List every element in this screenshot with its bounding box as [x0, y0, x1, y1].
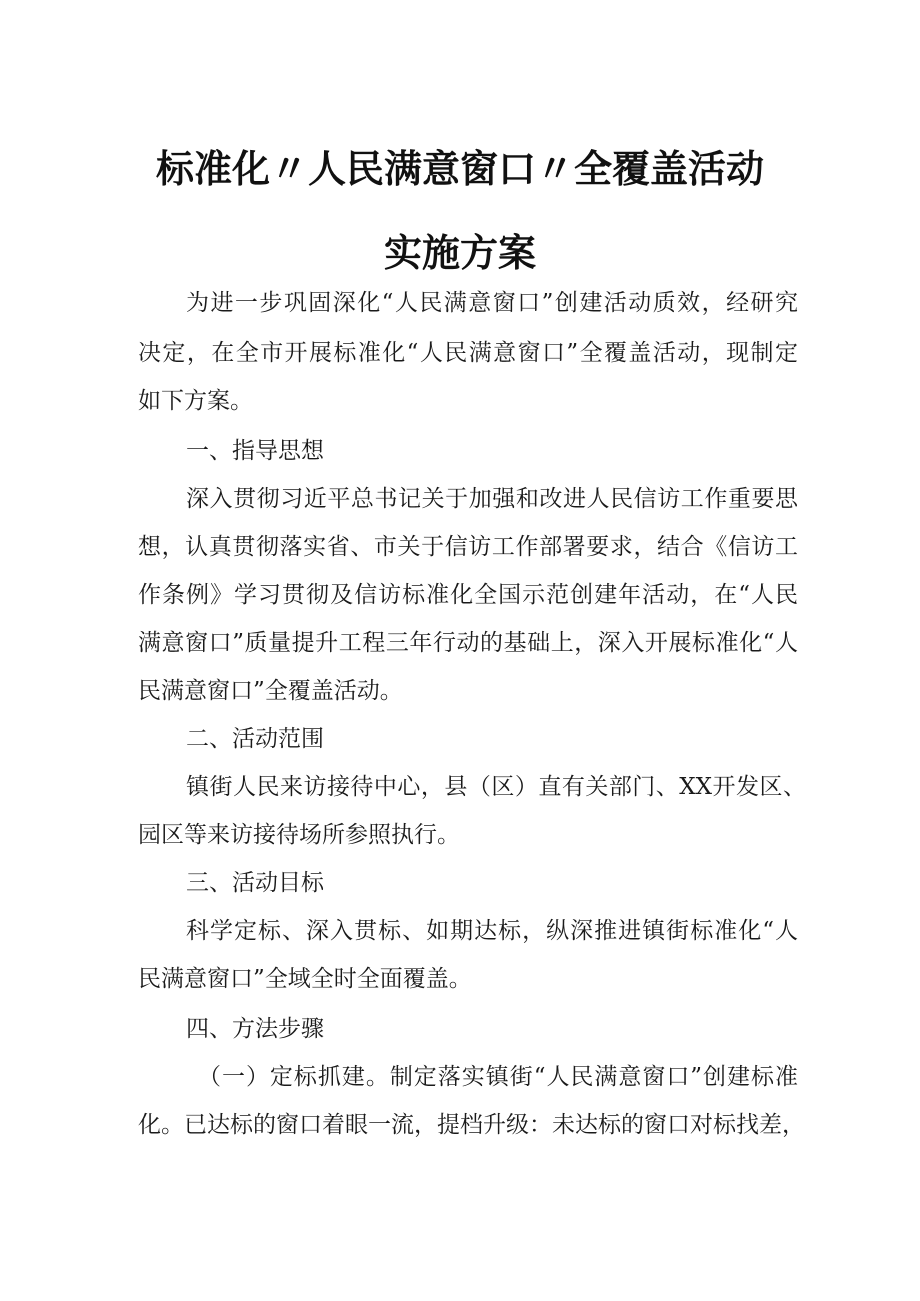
document-title-line-2: 实施方案 [383, 231, 536, 275]
section-heading-goals: 三、活动目标 [186, 870, 324, 896]
paragraph-scope-line-2: 园区等来访接待场所参照执行。 [138, 822, 460, 848]
paragraph-guiding-line-3: 作条例》学习贯彻及信访标准化全国示范创建年活动，在“人民 [138, 582, 798, 608]
document-title-line-1: 标准化〃人民满意窗口〃全覆盖活动 [155, 147, 764, 191]
paragraph-goals-line-1: 科学定标、深入贯标、如期达标，纵深推进镇街标准化“人 [186, 918, 798, 944]
paragraph-intro-line-3: 如下方案。 [138, 388, 253, 414]
section-heading-scope: 二、活动范围 [186, 726, 324, 752]
paragraph-intro-line-2: 决定，在全市开展标准化“人民满意窗口”全覆盖活动，现制定 [138, 340, 798, 366]
paragraph-guiding-line-2: 想，认真贯彻落实省、市关于信访工作部署要求，结合《信访工 [138, 534, 798, 560]
paragraph-guiding-line-5: 民满意窗口”全覆盖活动。 [138, 678, 403, 704]
section-heading-guiding-thought: 一、指导思想 [186, 438, 324, 464]
paragraph-intro-line-1: 为进一步巩固深化“人民满意窗口”创建活动质效，经研究 [186, 290, 798, 316]
paragraph-scope-line-1: 镇街人民来访接待中心，县（区）直有关部门、XX开发区、 [186, 774, 806, 800]
paragraph-goals-line-2: 民满意窗口”全域全时全面覆盖。 [138, 966, 472, 992]
paragraph-guiding-line-1: 深入贯彻习近平总书记关于加强和改进人民信访工作重要思 [186, 486, 798, 512]
paragraph-methods-line-2: 化。已达标的窗口着眼一流，提档升级：未达标的窗口对标找差， [138, 1112, 805, 1138]
paragraph-methods-line-1: （一）定标抓建。制定落实镇街“人民满意窗口”创建标准 [198, 1064, 798, 1090]
section-heading-methods: 四、方法步骤 [186, 1016, 324, 1042]
paragraph-guiding-line-4: 满意窗口”质量提升工程三年行动的基础上，深入开展标准化“人 [138, 630, 798, 656]
